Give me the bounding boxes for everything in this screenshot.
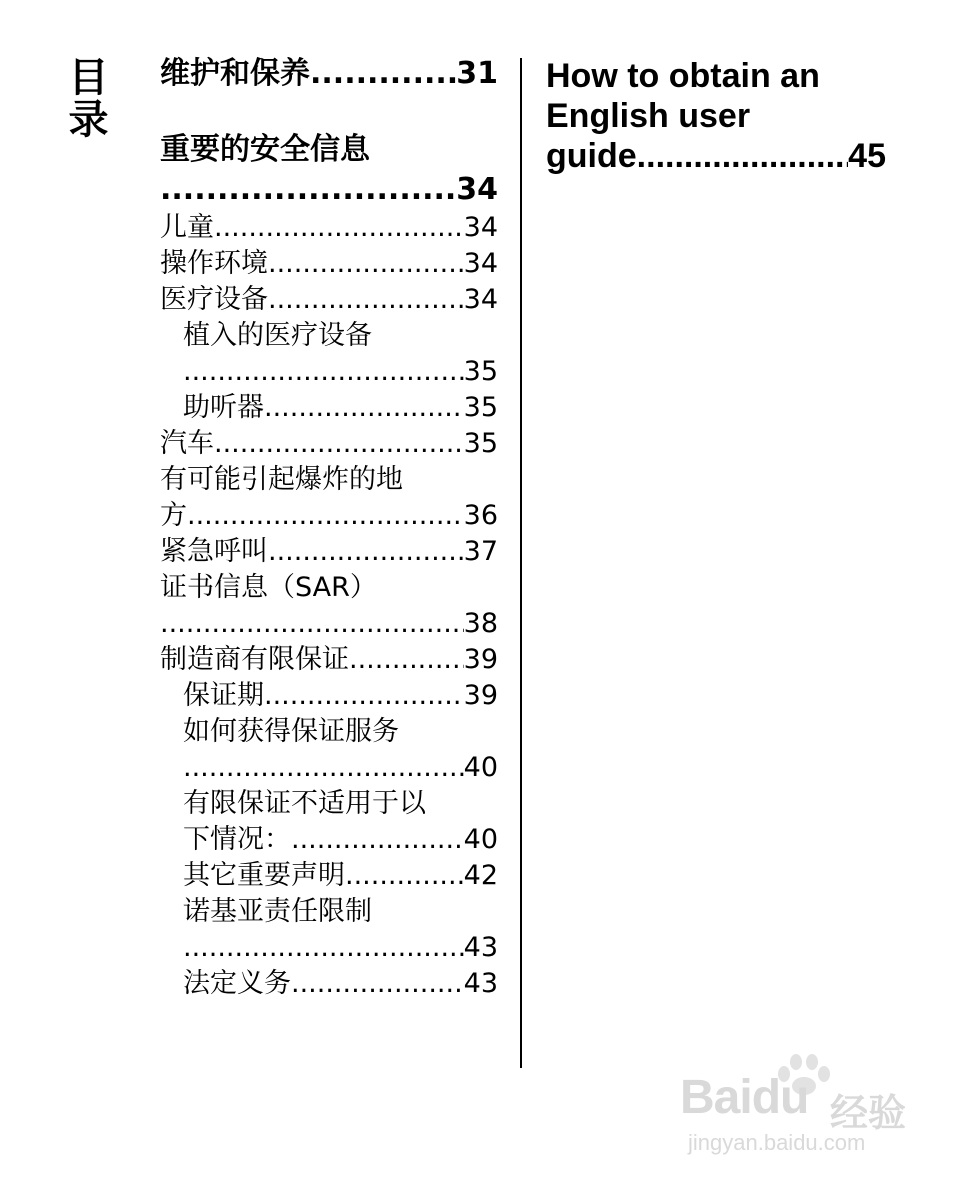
toc-item-label: 有限保证不适用于以 — [183, 788, 426, 819]
toc-page-number: 34 — [463, 284, 498, 315]
toc-page-number: 35 — [463, 392, 498, 423]
toc-item-label: 植入的医疗设备 — [183, 320, 372, 351]
toc-item[interactable] — [160, 282, 498, 318]
toc-item-label: 证书信息（SAR） — [160, 572, 377, 603]
leader-dots — [637, 136, 849, 176]
leader-dots — [264, 390, 464, 426]
toc-item-label: 医疗设备 — [160, 284, 268, 315]
toc-page-number: 45 — [848, 137, 886, 175]
toc-page-number: 38 — [463, 608, 498, 639]
toc-page-number: 35 — [463, 428, 498, 459]
toc-page-number: 40 — [463, 824, 498, 855]
leader-dots — [187, 498, 464, 534]
toc-page-number: 43 — [463, 968, 498, 999]
toc-item[interactable] — [160, 858, 498, 894]
toc-page-number: 31 — [456, 56, 498, 91]
toc-english-line3: guide — [546, 137, 637, 175]
toc-item[interactable] — [160, 534, 498, 570]
toc-item-label: 法定义务 — [183, 968, 291, 999]
toc-page-number: 43 — [463, 932, 498, 963]
toc-item[interactable] — [160, 678, 498, 714]
toc-english-guide[interactable] — [546, 56, 886, 176]
leader-dots — [183, 930, 464, 966]
toc-right-column — [546, 56, 886, 176]
leader-dots — [160, 606, 464, 642]
toc-english-line1: How to obtain an — [546, 57, 820, 95]
toc-item[interactable] — [160, 390, 498, 426]
leader-dots — [183, 750, 464, 786]
toc-page-number: 42 — [463, 860, 498, 891]
toc-item-label: 有可能引起爆炸的地 — [160, 464, 403, 495]
toc-item[interactable] — [160, 642, 498, 678]
toc-page-number: 39 — [463, 680, 498, 711]
toc-item[interactable] — [160, 318, 498, 390]
leader-dots — [349, 642, 464, 678]
toc-item-label: 保证期 — [183, 680, 264, 711]
toc-item-label-cont: 方 — [160, 500, 187, 531]
toc-item[interactable] — [160, 714, 498, 786]
watermark-url: jingyan.baidu.com — [688, 1130, 866, 1155]
toc-item[interactable] — [160, 570, 498, 642]
toc-page-number: 39 — [463, 644, 498, 675]
leader-dots — [264, 678, 464, 714]
toc-item[interactable] — [160, 894, 498, 966]
toc-item[interactable] — [160, 426, 498, 462]
toc-item-label-cont: 下情况： — [183, 824, 291, 855]
leader-dots — [268, 534, 464, 570]
toc-item[interactable] — [160, 966, 498, 1002]
toc-item[interactable] — [160, 246, 498, 282]
leader-dots — [268, 282, 464, 318]
toc-heading-label: 维护和保养 — [160, 56, 310, 91]
toc-heading-label: 重要的安全信息 — [160, 132, 370, 167]
toc-left-column — [160, 54, 498, 1002]
leader-dots — [214, 210, 464, 246]
toc-heading-maintenance[interactable] — [160, 54, 498, 94]
toc-page-number: 40 — [463, 752, 498, 783]
toc-item[interactable] — [160, 786, 498, 858]
toc-item-label: 汽车 — [160, 428, 214, 459]
toc-item-label: 助听器 — [183, 392, 264, 423]
leader-dots — [310, 54, 456, 94]
leader-dots — [214, 426, 464, 462]
toc-page-number: 34 — [463, 248, 498, 279]
toc-heading-safety[interactable] — [160, 130, 498, 210]
toc-title: 目录 — [62, 56, 108, 140]
leader-dots — [291, 966, 464, 1002]
toc-page-number: 36 — [463, 500, 498, 531]
leader-dots — [183, 354, 464, 390]
toc-page-number: 37 — [463, 536, 498, 567]
watermark-logo: Baidu — [680, 1071, 809, 1124]
toc-item-label: 儿童 — [160, 212, 214, 243]
toc-item-label: 制造商有限保证 — [160, 644, 349, 675]
column-divider — [520, 58, 522, 1068]
leader-dots — [268, 246, 464, 282]
leader-dots — [160, 170, 456, 210]
toc-item[interactable] — [160, 462, 498, 534]
toc-item-label: 其它重要声明 — [183, 860, 345, 891]
toc-page-number: 35 — [463, 356, 498, 387]
leader-dots — [291, 822, 464, 858]
leader-dots — [345, 858, 464, 894]
toc-item-label: 紧急呼叫 — [160, 536, 268, 567]
toc-item-label: 诺基亚责任限制 — [183, 896, 372, 927]
baidu-watermark — [680, 1048, 920, 1168]
toc-item[interactable] — [160, 210, 498, 246]
watermark-cn: 经验 — [830, 1093, 907, 1135]
toc-item-label: 如何获得保证服务 — [183, 716, 399, 747]
toc-item-label: 操作环境 — [160, 248, 268, 279]
toc-page-number: 34 — [463, 212, 498, 243]
toc-english-line2: English user — [546, 97, 751, 135]
toc-page-number: 34 — [456, 172, 498, 207]
